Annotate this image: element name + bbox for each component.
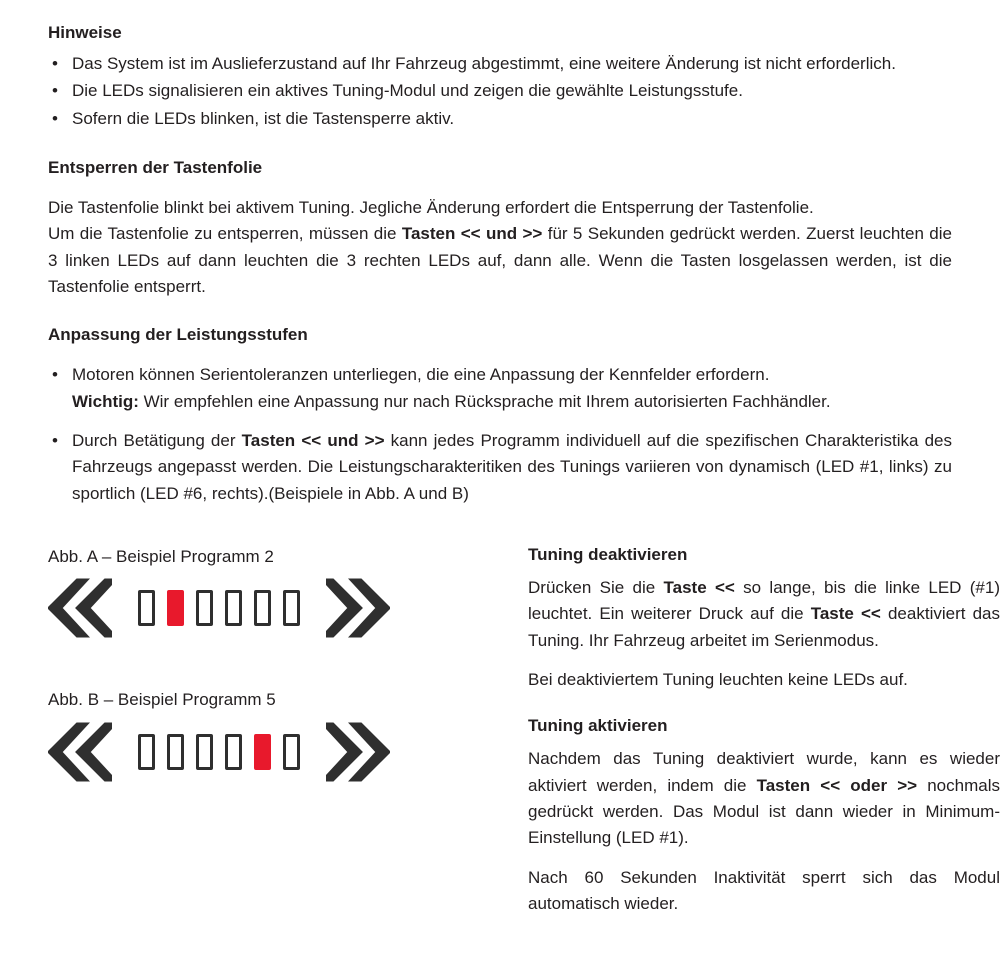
- double-chevron-right-icon: [326, 578, 390, 638]
- list-item: [48, 106, 952, 132]
- activate-paragraph-1: [528, 746, 1000, 851]
- led-6: [283, 734, 300, 770]
- unlock-paragraph-1: Die Tastenfolie blinkt bei aktivem Tuning. Jegliche Änderung erfordert die Entsperrung der Tastenfolie.: [48, 197, 814, 217]
- led-1: [138, 734, 155, 770]
- deactivate-paragraph-2: Bei deaktiviertem Tuning leuchten keine LEDs auf.: [528, 669, 908, 689]
- list-item-text-a: Durch Betätigung der: [72, 430, 242, 450]
- list-item-text: Das System ist im Auslieferzustand auf Ihr Fahrzeug abgestimmt, eine weitere Änderung ist nicht erforderlich.: [72, 53, 896, 73]
- activate-text-a: Nachdem das Tuning deaktiviert wurde, kann es wieder aktiviert werden, indem die: [528, 749, 1000, 795]
- deactivate-text-e: deaktiviert das Tuning. Ihr Fahrzeug arbeitet im Serienmodus.: [528, 604, 1000, 650]
- bullet-icon: •: [52, 53, 58, 73]
- unlock-heading: Entsperren der Tastenfolie: [48, 157, 263, 177]
- adjust-keys-bold: Tasten << und >>: [241, 430, 385, 450]
- figure-b-leds: [138, 734, 300, 770]
- led-4: [225, 590, 242, 626]
- notes-heading: Hinweise: [48, 23, 122, 42]
- list-item: [48, 428, 952, 507]
- figure-b-caption: Abb. B – Beispiel Programm 5: [48, 690, 276, 710]
- deactivate-key-bold-2: Taste <<: [810, 604, 881, 624]
- instructions-column: [528, 544, 1000, 930]
- adjust-list: [48, 362, 952, 507]
- figure-b-led-panel: [48, 713, 488, 791]
- figures-section: [48, 544, 1000, 913]
- led-3: [196, 734, 213, 770]
- led-4: [225, 734, 242, 770]
- activate-heading: Tuning aktivieren: [528, 716, 668, 736]
- led-2: [167, 590, 184, 626]
- bullet-icon: •: [52, 108, 58, 128]
- activate-paragraph-2: Nach 60 Sekunden Inaktivität sperrt sich das Modul automatisch wieder.: [528, 867, 1000, 913]
- list-item-text: Die LEDs signalisieren ein aktives Tuning-Modul und zeigen die gewählte Leistungsstufe.: [72, 81, 743, 101]
- adjust-heading: Anpassung der Leistungsstufen: [48, 325, 308, 345]
- notes-list: [48, 51, 952, 132]
- double-chevron-left-icon: [48, 578, 112, 638]
- deactivate-paragraph-1: [528, 575, 1000, 654]
- led-2: [167, 734, 184, 770]
- deactivate-key-bold-1: Taste <<: [663, 577, 735, 597]
- deactivate-text-a: Drücken Sie die: [528, 577, 664, 597]
- led-5: [254, 590, 271, 626]
- bullet-icon: •: [52, 81, 58, 101]
- led-3: [196, 590, 213, 626]
- led-6: [283, 590, 300, 626]
- figure-a-leds: [138, 590, 300, 626]
- double-chevron-left-icon: [48, 722, 112, 782]
- bullet-icon: •: [52, 430, 58, 450]
- led-5: [254, 734, 271, 770]
- unlock-text-c: für 5 Sekunden gedrückt werden. Zuerst leuchten die 3 linken LEDs auf dann leuchten die 3 rechten LEDs auf, dann alle. Wenn die Tasten losgelassen werden, ist die Tastenfolie entsperrt.: [48, 224, 952, 296]
- figure-a-caption: Abb. A – Beispiel Programm 2: [48, 546, 274, 566]
- list-item: [48, 51, 952, 77]
- unlock-text-a: Um die Tastenfolie zu entsperren, müssen die: [48, 224, 402, 244]
- unlock-paragraph-2: [48, 221, 952, 300]
- led-1: [138, 590, 155, 626]
- unlock-keys-bold: Tasten << und >>: [401, 224, 543, 244]
- list-item-text-line2: Wir empfehlen eine Anpassung nur nach Rücksprache mit Ihrem autorisierten Fachhändler.: [138, 391, 831, 411]
- list-item: [48, 78, 952, 104]
- deactivate-heading: Tuning deaktivieren: [528, 544, 688, 564]
- list-item-text: Sofern die LEDs blinken, ist die Tastensperre aktiv.: [72, 108, 455, 128]
- activate-keys-bold: Tasten << oder >>: [756, 775, 918, 795]
- activate-text-c: nochmals gedrückt werden. Das Modul ist dann wieder in Minimum-Einstellung (LED #1).: [528, 775, 1000, 848]
- list-item-text-c: kann jedes Programm individuell auf die spezifischen Charakteristika des Fahrzeugs angepasst werden. Die Leistungscharakteritiken des Tunings variieren von dynamisch (LED #1, links) zu sportlich (LED #6, rechts).(Beispiele in Abb. A und B): [72, 430, 952, 503]
- figures-column: [48, 544, 488, 791]
- list-item-text-line1: Motoren können Serientoleranzen unterliegen, die eine Anpassung der Kennfelder erfordern.: [72, 365, 770, 385]
- bullet-icon: •: [52, 365, 58, 385]
- deactivate-text-c: so lange, bis die linke LED (#1) leuchtet. Ein weiterer Druck auf die: [528, 577, 1000, 624]
- double-chevron-right-icon: [326, 722, 390, 782]
- figure-a-led-panel: [48, 569, 488, 647]
- document-body: [48, 22, 1000, 913]
- list-item: [48, 362, 952, 415]
- important-label: Wichtig:: [72, 391, 139, 411]
